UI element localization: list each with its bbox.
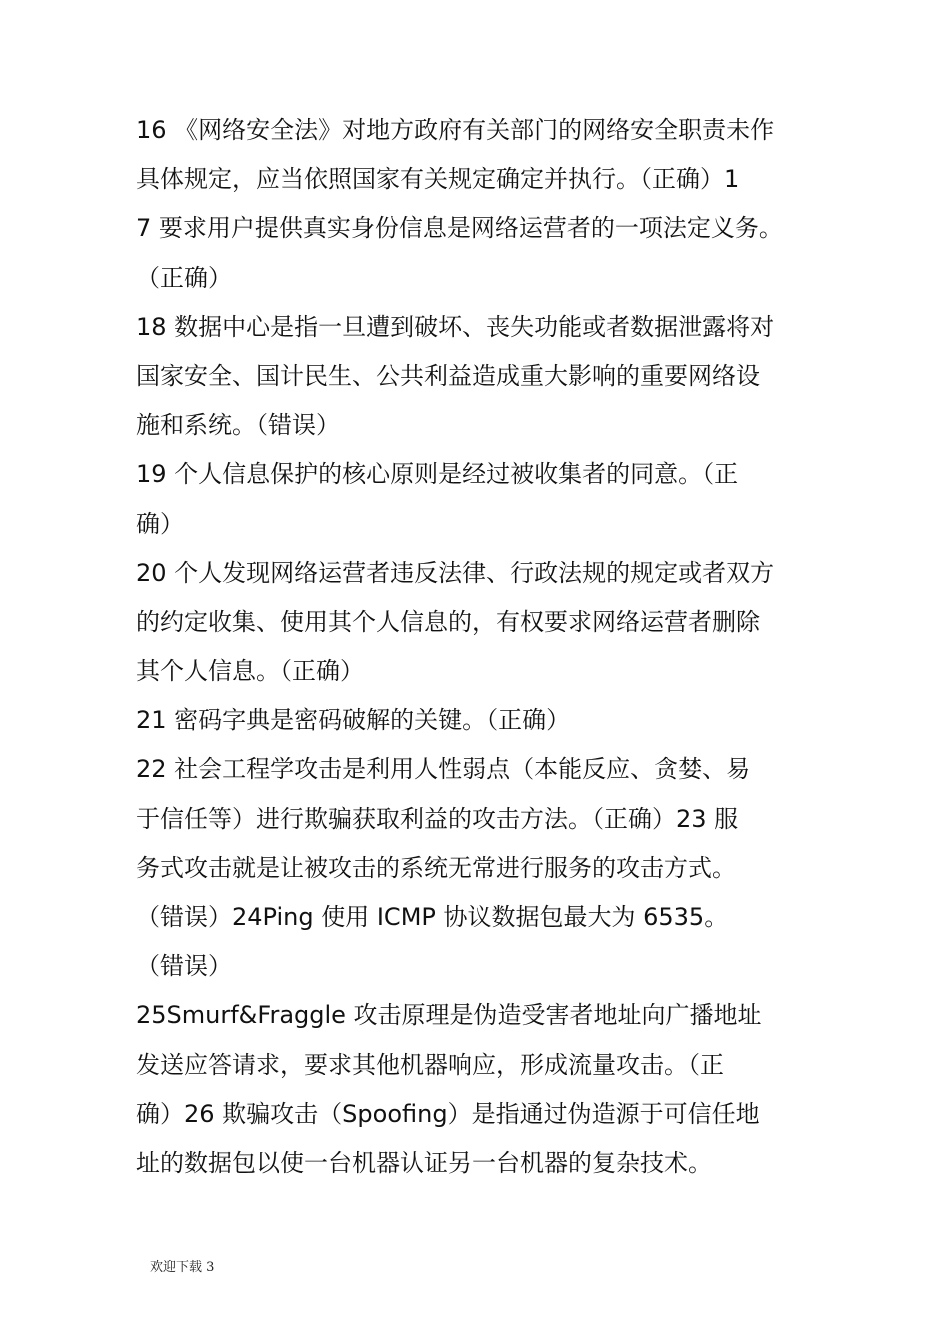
text-line: （正确） xyxy=(136,263,232,292)
text-line: 发送应答请求，要求其他机器响应，形成流量攻击。（正 xyxy=(136,1050,724,1079)
text-line: 21 密码字典是密码破解的关键。（正确） xyxy=(136,706,571,735)
page-footer: 欢迎下载 3 xyxy=(150,1260,215,1275)
text-line: 25Smurf&Fraggle 攻击原理是伪造受害者地址向广播地址 xyxy=(136,1001,762,1030)
text-line: 施和系统。（错误） xyxy=(136,411,340,440)
text-line: 其个人信息。（正确） xyxy=(136,657,364,686)
text-line: 16 《网络安全法》对地方政府有关部门的网络安全职责未作 xyxy=(136,116,775,144)
text-line: 的约定收集、使用其个人信息的，有权要求网络运营者删除 xyxy=(136,607,760,636)
text-line: 7 要求用户提供真实身份信息是网络运营者的一项法定义务。 xyxy=(136,214,783,243)
text-line: 址的数据包以使一台机器认证另一台机器的复杂技术。 xyxy=(136,1148,712,1177)
text-line: 22 社会工程学攻击是利用人性弱点（本能反应、贪婪、易 xyxy=(136,755,751,784)
text-line: 于信任等）进行欺骗获取利益的攻击方法。（正确）23 服 xyxy=(136,804,739,833)
text-line: （错误） xyxy=(136,952,232,981)
text-line: 确）26 欺骗攻击（Spoofing）是指通过伪造源于可信任地 xyxy=(136,1099,760,1128)
text-line: 18 数据中心是指一旦遭到破坏、丧失功能或者数据泄露将对 xyxy=(136,312,775,341)
text-line: 确） xyxy=(136,509,184,538)
text-line: 国家安全、国计民生、公共利益造成重大影响的重要网络设 xyxy=(136,361,760,390)
document-body xyxy=(136,106,826,1188)
text-line: 19 个人信息保护的核心原则是经过被收集者的同意。（正 xyxy=(136,460,739,489)
text-line: 具体规定，应当依照国家有关规定确定并执行。（正确）1 xyxy=(136,165,740,194)
text-line: 20 个人发现网络运营者违反法律、行政法规的规定或者双方 xyxy=(136,558,775,587)
text-line: （错误）24Ping 使用 ICMP 协议数据包最大为 6535。 xyxy=(136,903,729,931)
text-line: 务式攻击就是让被攻击的系统无常进行服务的攻击方式。 xyxy=(136,853,736,882)
